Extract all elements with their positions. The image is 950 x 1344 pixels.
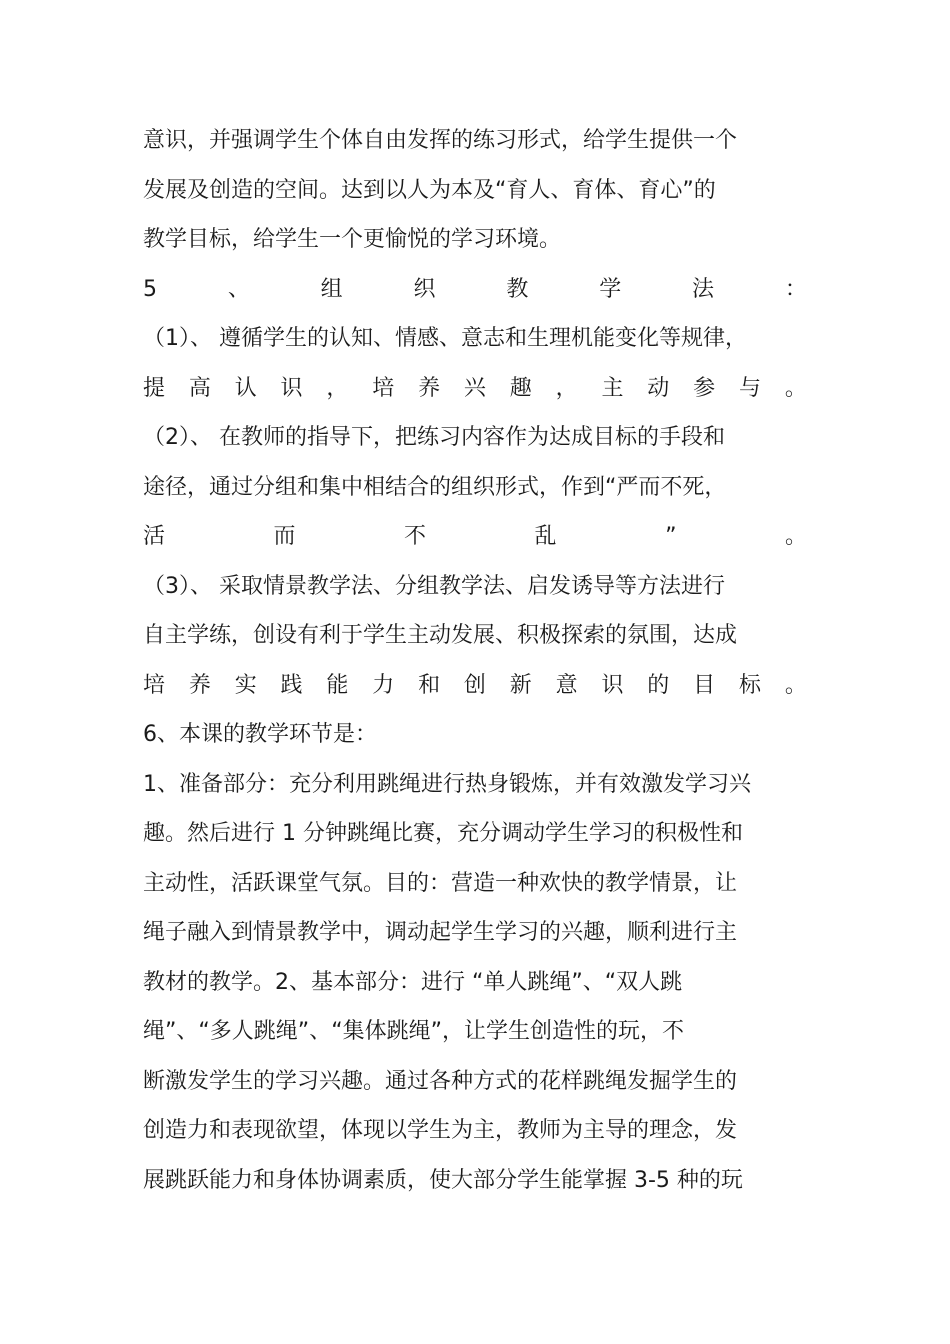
text-line: 断激发学生的学习兴趣。通过各种方式的花样跳绳发掘学生的 xyxy=(143,1068,738,1094)
text-line: 绳子融入到情景教学中，调动起学生学习的兴趣，顺利进行主 xyxy=(143,920,738,945)
text-token: 参 xyxy=(693,375,716,401)
text-token: 的 xyxy=(647,672,670,698)
document-body xyxy=(143,116,807,1205)
text-line: 展跳跃能力和身体协调素质，使大部分学生能掌握 3-5 种的玩 xyxy=(143,1167,743,1193)
text-token: 高 xyxy=(188,375,211,401)
text-token: 目 xyxy=(693,672,716,698)
text-token: 、 xyxy=(227,276,250,302)
text-token: 与 xyxy=(738,375,761,401)
text-token: ， xyxy=(326,375,349,401)
text-token: ” xyxy=(665,524,677,549)
text-token: ， xyxy=(555,375,578,401)
text-line xyxy=(143,512,807,562)
text-token: 新 xyxy=(509,672,532,698)
text-token: 趣 xyxy=(509,375,532,401)
text-line: 1、准备部分：充分利用跳绳进行热身锻炼，并有效激发学习兴 xyxy=(143,771,751,797)
text-token: 动 xyxy=(647,375,670,401)
text-token: 养 xyxy=(188,672,211,698)
text-line: 教学目标，给学生一个更愉悦的学习环境。 xyxy=(143,227,562,252)
text-token: 不 xyxy=(404,524,427,549)
text-token: 主 xyxy=(601,375,624,401)
text-token: 。 xyxy=(784,672,807,698)
text-token: 教 xyxy=(506,276,529,302)
text-line xyxy=(143,265,807,315)
text-token: 培 xyxy=(143,672,166,698)
text-token: 组 xyxy=(320,276,343,302)
text-token: 识 xyxy=(601,672,624,698)
text-token: 培 xyxy=(372,375,395,401)
text-line: （2）、 在教师的指导下，把练习内容作为达成目标的手段和 xyxy=(143,425,725,450)
text-token: 而 xyxy=(273,524,296,549)
text-line: 创造力和表现欲望，体现以学生为主，教师为主导的理念，发 xyxy=(143,1118,738,1143)
text-line: （1）、 遵循学生的认知、情感、意志和生理机能变化等规律， xyxy=(143,326,747,351)
text-token: 创 xyxy=(463,672,486,698)
text-token: 兴 xyxy=(463,375,486,401)
text-line: 途径，通过分组和集中相结合的组织形式，作到“严而不死， xyxy=(143,474,727,500)
text-line: 教材的教学。2、基本部分：进行 “单人跳绳”、“双人跳 xyxy=(143,969,683,995)
text-token: 法 xyxy=(692,276,715,302)
text-token: 提 xyxy=(143,375,166,401)
text-token: 和 xyxy=(418,672,441,698)
text-token: 践 xyxy=(280,672,303,698)
text-token: ： xyxy=(784,276,807,302)
text-line: 发展及创造的空间。达到以人为本及“育人、育体、育心”的 xyxy=(143,177,716,203)
text-token: 力 xyxy=(372,672,395,698)
text-line: 绳”、“多人跳绳”、“集体跳绳”，让学生创造性的玩，不 xyxy=(143,1019,684,1044)
text-token: 。 xyxy=(784,524,807,549)
text-token: 乱 xyxy=(534,524,557,549)
text-token: 织 xyxy=(413,276,436,302)
text-token: 实 xyxy=(234,672,257,698)
text-line: （3）、 采取情景教学法、分组教学法、启发诱导等方法进行 xyxy=(143,573,725,599)
text-token: 标 xyxy=(738,672,761,698)
text-line: 主动性，活跃课堂气氛。目的：营造一种欢快的教学情景，让 xyxy=(143,870,738,896)
text-token: 意 xyxy=(555,672,578,698)
text-token: 认 xyxy=(234,375,257,401)
text-token: 活 xyxy=(143,524,166,549)
text-line: 自主学练，创设有利于学生主动发展、积极探索的氛围，达成 xyxy=(143,623,738,648)
text-token: 养 xyxy=(418,375,441,401)
text-token: 学 xyxy=(599,276,622,302)
text-line: 意识，并强调学生个体自由发挥的练习形式，给学生提供一个 xyxy=(143,128,738,153)
text-line xyxy=(143,364,807,414)
text-token: 能 xyxy=(326,672,349,698)
text-line: 6、本课的教学环节是： xyxy=(143,722,377,747)
text-token: 识 xyxy=(280,375,303,401)
text-token: 5 xyxy=(143,276,157,302)
text-line: 趣。然后进行 1 分钟跳绳比赛，充分调动学生学习的积极性和 xyxy=(143,821,743,846)
text-line xyxy=(143,661,807,711)
text-token: 。 xyxy=(784,375,807,401)
